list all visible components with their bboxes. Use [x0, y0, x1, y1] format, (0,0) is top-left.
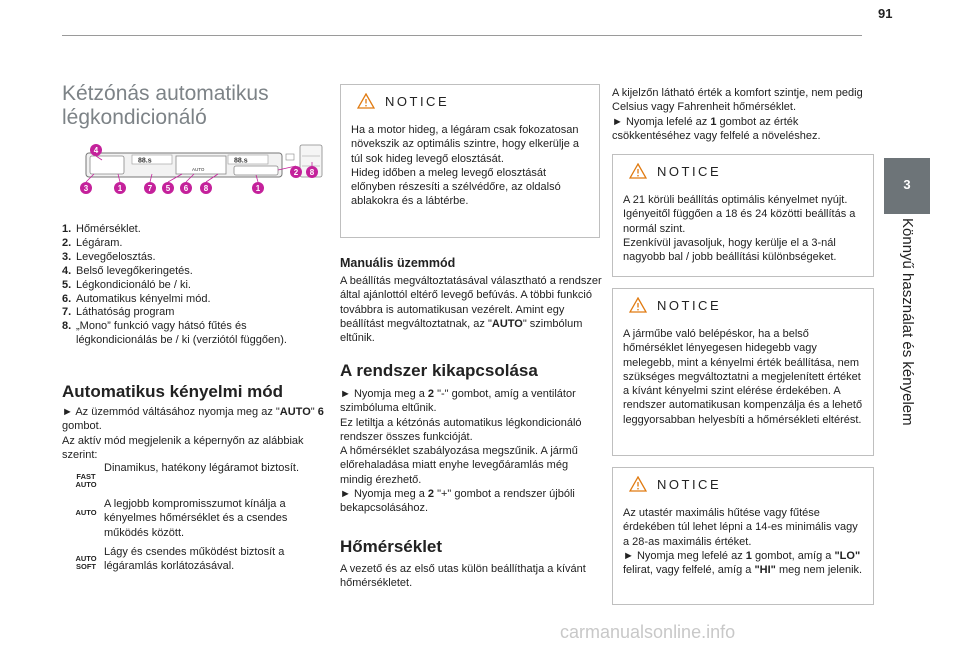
notice-label: NOTICE	[657, 164, 722, 179]
legend-text: Hőmérséklet.	[76, 223, 141, 235]
mode-auto	[62, 497, 324, 540]
notice-label: NOTICE	[657, 298, 722, 313]
auto-mode-heading: Automatikus kényelmi mód	[62, 382, 284, 401]
notice4-line-2a: ► Nyomja meg lefelé az	[623, 549, 746, 562]
callout-1-right: 1	[255, 184, 261, 193]
legend-text: Belső levegőkeringetés.	[76, 264, 193, 277]
legend-text: Levegőelosztás.	[76, 250, 156, 263]
legend-number: 5.	[62, 278, 72, 291]
notice-box-1	[340, 84, 600, 238]
auto-soft-icon-line-2: SOFT	[76, 562, 96, 571]
callout-2: 2	[293, 168, 299, 177]
page-number: 91	[878, 6, 893, 21]
legend-number: 2.	[62, 236, 72, 249]
auto-icon-line-1: AUTO	[75, 508, 97, 517]
auto-intro-c: "	[310, 406, 318, 418]
title-line-1: Kétzónás automatikus	[62, 82, 269, 105]
center-auto-label: AUTO	[192, 167, 205, 172]
legend-number: 1.	[62, 223, 72, 235]
auto-text: A legjobb kompromisszumot kínálja a kényelmes hőmérséklet és a csendes működés között.	[104, 498, 288, 539]
notice-label: NOTICE	[385, 94, 450, 109]
callout-8-right: 8	[309, 168, 315, 177]
legend-item	[62, 265, 324, 279]
fast-auto-icon-line-1: FAST	[76, 472, 96, 481]
manual-text-c: " szimbólum eltűnik.	[340, 317, 583, 345]
notice-header	[341, 85, 599, 115]
temperature-text: A vezető és az első utas külön beállíthatja a kívánt hőmérsékletet.	[340, 563, 586, 590]
legend-number: 7.	[62, 306, 72, 319]
legend-text: Automatikus kényelmi mód.	[76, 292, 211, 305]
notice-header	[613, 468, 873, 498]
warning-icon	[357, 93, 375, 109]
mode-fast-auto	[62, 461, 324, 489]
callout-3: 3	[83, 184, 89, 193]
temperature-heading: Hőmérséklet	[340, 537, 443, 556]
top-rule	[62, 35, 862, 36]
notice-box-3	[612, 288, 874, 456]
notice-body	[623, 327, 865, 427]
manual-text-b: AUTO	[491, 317, 523, 330]
system-off-text	[340, 387, 602, 516]
title-line-2: légkondicionáló	[62, 106, 207, 129]
warning-icon	[629, 297, 647, 313]
off-line-4a: ► Nyomja meg a	[340, 488, 428, 501]
notice-line: Az utastér maximális hűtése vagy fűtése érdekében túl lehet lépni a 14-es minimális vagy a 28-as maximális értéket.	[623, 507, 858, 548]
callout-8-left: 8	[203, 184, 209, 193]
panel-left-rocker	[90, 156, 124, 174]
control-legend	[62, 223, 324, 348]
chapter-title-text: Könnyű használat és kényelem	[899, 218, 916, 426]
auto-icon	[72, 509, 100, 517]
callout-7: 7	[147, 184, 153, 193]
legend-item	[62, 237, 324, 251]
fast-auto-text: Dinamikus, hatékony légáramot biztosít.	[104, 462, 300, 474]
notice-header	[613, 289, 873, 319]
off-line-1b: 2	[427, 388, 435, 400]
warning-icon	[629, 163, 647, 179]
manual-mode-text	[340, 274, 602, 345]
auto-soft-text: Lágy és csendes működést biztosít a légáramlás korlátozásával.	[104, 546, 285, 573]
warning-icon	[629, 476, 647, 492]
auto-intro-b: AUTO	[279, 406, 311, 418]
mode-auto-soft	[62, 545, 324, 574]
callout-5: 5	[165, 184, 171, 193]
legend-item	[62, 279, 324, 293]
legend-number: 6.	[62, 292, 72, 305]
notice-line: Ezenkívül javasoljuk, hogy kerülje el a 3-nál nagyobb bal / jobb beállítási különbségeket.	[623, 236, 837, 264]
notice-box-4	[612, 467, 874, 605]
chapter-title	[896, 218, 918, 578]
comfort-line-2a: ► Nyomja lefelé az	[612, 115, 711, 128]
fast-auto-icon	[72, 473, 100, 489]
comfort-line-2c: gombot az érték csökkentéséhez vagy felfelé a növeléshez.	[612, 115, 821, 142]
notice-line: A 21 körüli beállítás optimális kényelmet nyújt. Igényeitől függően a 18 és 24 közötti beállítás a normál szint.	[623, 194, 856, 235]
legend-item	[62, 293, 324, 307]
legend-number: 4.	[62, 264, 72, 277]
comfort-intro	[612, 86, 874, 143]
off-line-4c: "+" gombot a rendszer újbóli bekapcsolásához.	[340, 488, 575, 515]
legend-text: „Mono” funkció vagy hátsó fűtés és légkondicionálás be / ki (verziótól függően).	[76, 320, 287, 347]
auto-soft-icon	[72, 555, 100, 571]
notice-body	[623, 193, 865, 264]
legend-item	[62, 251, 324, 265]
watermark: carmanualsonline.info	[560, 622, 736, 642]
climate-panel-drawing	[72, 140, 330, 200]
manual-mode-heading: Manuális üzemmód	[340, 256, 456, 270]
notice-label: NOTICE	[657, 477, 722, 492]
auto-soft-icon-line-1: AUTO	[75, 554, 97, 563]
off-line-4b: 2	[427, 488, 435, 501]
notice4-line-2c: gombot, amíg a	[751, 549, 835, 562]
auto-intro-e: gombot.	[62, 420, 102, 433]
notice4-line-2g: meg nem jelenik.	[775, 564, 863, 577]
notice-line: Ha a motor hideg, a légáram csak fokozatosan növekszik az optimális szintre, hogy elkerülje a túl sok hideg levegő elosztását.	[351, 124, 580, 165]
callout-6: 6	[183, 184, 189, 193]
notice4-line-2e: felirat, vagy felfelé, amíg a	[623, 564, 755, 577]
legend-text: Láthatóság program	[76, 306, 175, 319]
legend-number: 8.	[62, 320, 72, 333]
notice-line: Hideg időben a meleg levegő elosztását előnyben részesíti a szélvédőre, az oldalsó ablakokra és a lábtérbe.	[351, 166, 561, 208]
off-line-2: Ez letiltja a kétzónás automatikus légkondicionáló rendszer összes funkcióját.	[340, 416, 582, 443]
system-off-heading: A rendszer kikapcsolása	[340, 361, 538, 380]
notice-line: A járműbe való belépéskor, ha a belső hőmérséklet lényegesen hidegebb vagy melegebb, mint a kényelmi érték beállítása, nem szükséges megváltoztatni a megjelenített értéket a kívánt kényelmi szint elérése érdekében. A rendszer automatikusan kompenzálja és a lehető leggyorsabban helyesbíti a hőmérsékleti eltérést.	[623, 328, 863, 426]
auto-intro-2: Az aktív mód megjelenik a képernyőn az alábbiak szerint:	[62, 434, 304, 461]
manual-text-a: A beállítás megváltoztatásával választható a rendszer által ajánlottól eltérő levegő befúvás. A többi funkció továbbra is automatikusan vezérelt. Amint egy beállítást megváltoztatnak, az "	[340, 275, 602, 330]
chapter-number: 3	[903, 177, 911, 192]
off-line-1c: "-" gombot, amíg a ventilátor szimbóluma eltűnik.	[340, 388, 576, 415]
legend-number: 3.	[62, 250, 72, 263]
comfort-line-2b: 1	[710, 115, 717, 128]
panel-right-rocker	[234, 166, 278, 175]
off-line-3: A hőmérséklet szabályozása megszűnik. A jármű előrehaladása miatt enyhe levegőáramlás még mindig érezhető.	[340, 445, 578, 486]
legend-item	[62, 223, 324, 237]
legend-item	[62, 320, 324, 348]
small-button	[286, 154, 294, 160]
notice4-line-2f: "HI"	[754, 564, 776, 577]
display-right-value: 88.s	[234, 157, 248, 165]
notice-body	[351, 123, 591, 209]
callout-4: 4	[93, 146, 99, 155]
notice-header	[613, 155, 873, 185]
auto-intro-d: 6	[317, 406, 324, 418]
display-left-value: 88.s	[138, 157, 152, 165]
chapter-tab[interactable]	[884, 158, 930, 214]
notice-body	[623, 506, 865, 577]
auto-intro-a: ► Az üzemmód váltásához nyomja meg az "	[62, 406, 280, 418]
legend-text: Légkondicionáló be / ki.	[76, 278, 191, 291]
comfort-line-1: A kijelzőn látható érték a komfort szintje, nem pedig Celsius vagy Fahrenheit hőmérséklet.	[612, 87, 863, 114]
legend-item	[62, 306, 324, 320]
off-line-1a: ► Nyomja meg a	[340, 388, 428, 400]
climate-panel-illustration	[72, 140, 330, 200]
page-title	[62, 82, 324, 130]
fast-auto-icon-line-2: AUTO	[75, 480, 97, 489]
notice-box-2	[612, 154, 874, 277]
notice4-line-2d: "LO"	[834, 549, 861, 562]
legend-text: Légáram.	[76, 236, 123, 249]
callout-1-left: 1	[117, 184, 123, 193]
auto-mode-intro	[62, 405, 324, 462]
notice4-line-2b: 1	[745, 549, 752, 562]
